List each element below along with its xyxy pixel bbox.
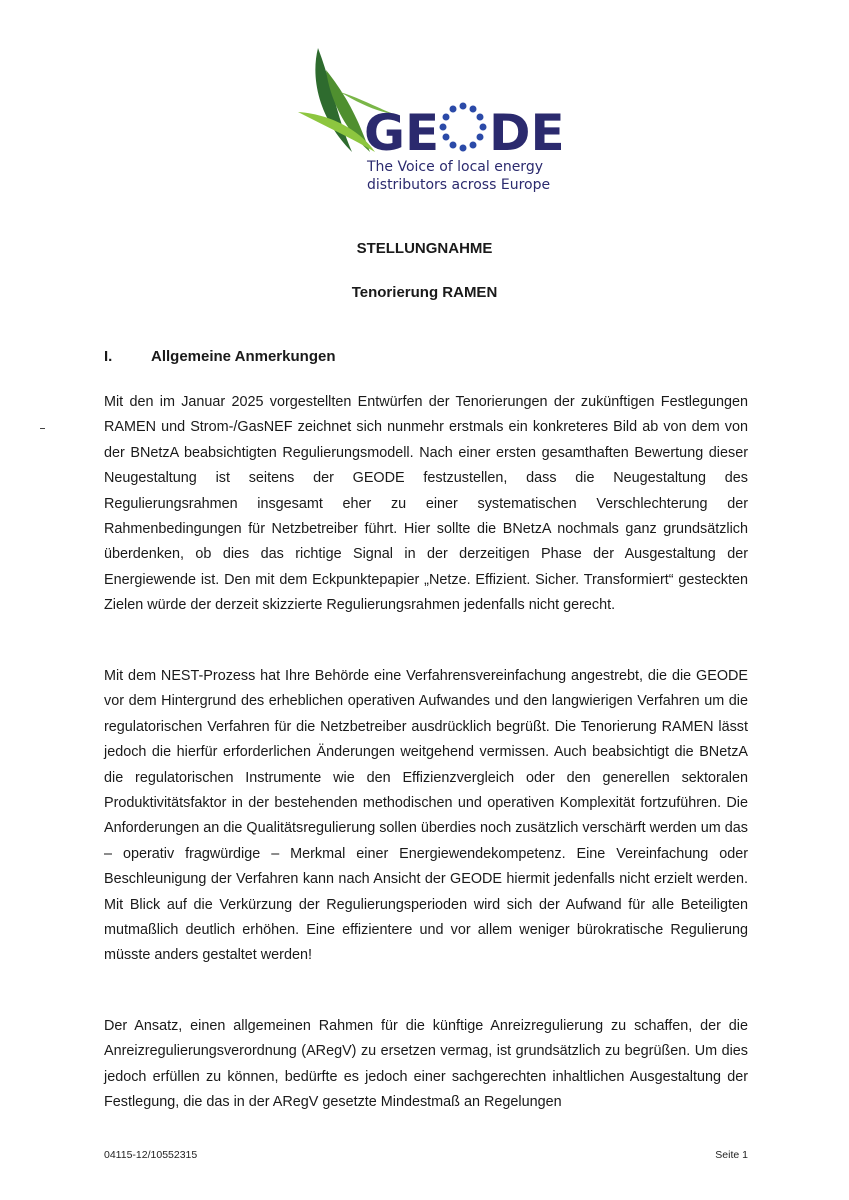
footer-page-number: Seite 1 xyxy=(715,1149,748,1161)
eu-stars-icon xyxy=(440,103,487,152)
footer-doc-id: 04115-12/10552315 xyxy=(104,1149,198,1161)
wordmark-de: DE xyxy=(489,104,565,160)
section-title: Allgemeine Anmerkungen xyxy=(151,348,336,365)
tagline-line-2: distributors across Europe xyxy=(367,177,551,193)
section-number: I. xyxy=(104,348,113,365)
document-subtitle: Tenorierung RAMEN xyxy=(351,284,498,301)
geode-logo-graphic xyxy=(290,40,570,160)
margin-mark xyxy=(40,428,45,429)
paragraph-2: Mit dem NEST-Prozess hat Ihre Behörde eine Verfahrensvereinfachung angestrebt, die die GEODE vor dem Hintergrund des erheblichen operativen Aufwandes und den langwierigen Verfahren um die regulatorischen Verfahren für die Netzbetreiber ausdrücklich begrüßt. Die Tenorierung RAMEN lässt jedoch die hierfür erforderlichen Änderungen weitgehend vermissen. Auch beabsichtigt die BNetzA die regulatorischen Instrumente wie den Effizienzvergleich oder den generellen sektoralen Produktivitätsfaktor in der bestehenden methodischen und operativen Komplexität fortzuführen. Die Anforderungen an die Qualitätsregulierung sollen überdies noch zusätzlich verschärft werden um das – operativ fragwürdige – Merkmal einer Energiewendekompetenz. Eine Vereinfachung oder Beschleunigung der Verfahren kann nach Ansicht der GEODE hiermit jedenfalls nicht erzielt werden. Mit Blick auf die Verkürzung der Regulierungsperioden wird sich der Aufwand für alle Beteiligten mutmaßlich deutlich erhöhen. Eine effizientere und vor allem weniger bürokratische Regulierung müsste anders gestaltet werden! xyxy=(104,668,748,964)
paragraph-3: Der Ansatz, einen allgemeinen Rahmen für die künftige Anreizregulierung zu schaffen, der die Anreizregulierungsverordnung (ARegV) zu ersetzen vermag, ist grundsätzlich zu begrüßen. Um dies jedoch erfüllen zu können, bedürfte es jedoch einer sachgerechten inhaltlichen Ausgestaltung der Festlegung, die das in der ARegV gesetzte Mindestmaß an Regelungen xyxy=(104,1018,748,1111)
wordmark-ge: GE xyxy=(364,104,440,160)
paragraph-1: Mit den im Januar 2025 vorgestellten Entwürfen der Tenorierungen der zukünftigen Festlegungen RAMEN und Strom-/GasNEF zeichnet sich nunmehr erstmals ein konkreteres Bild ab von dem von der BNetzA beabsichtigten Regulierungsmodell. Nach einer ersten gesamthaften Bewertung dieser Neugestaltung ist seitens der GEODE festzustellen, dass die Neugestaltung des Regulierungsrahmen insgesamt eher zu einer systematischen Verschlechterung der Rahmenbedingungen für Netzbetreiber führt. Hier sollte die BNetzA nochmals ganz grundsätzlich überdenken, ob dies das richtige Signal in der derzeitigen Phase der Ausgestaltung der Energiewende ist. Den mit dem Eckpunktepapier „Netze. Effizient. Sicher. Transformiert“ gesteckten Zielen würde der derzeit skizzierte Regulierungsrahmen jedenfalls nicht gerecht. xyxy=(104,394,748,614)
section-heading xyxy=(104,348,335,365)
logo-tagline xyxy=(367,158,567,194)
tagline-line-1: The Voice of local energy xyxy=(367,159,543,175)
document-title: STELLUNGNAHME xyxy=(356,240,493,257)
